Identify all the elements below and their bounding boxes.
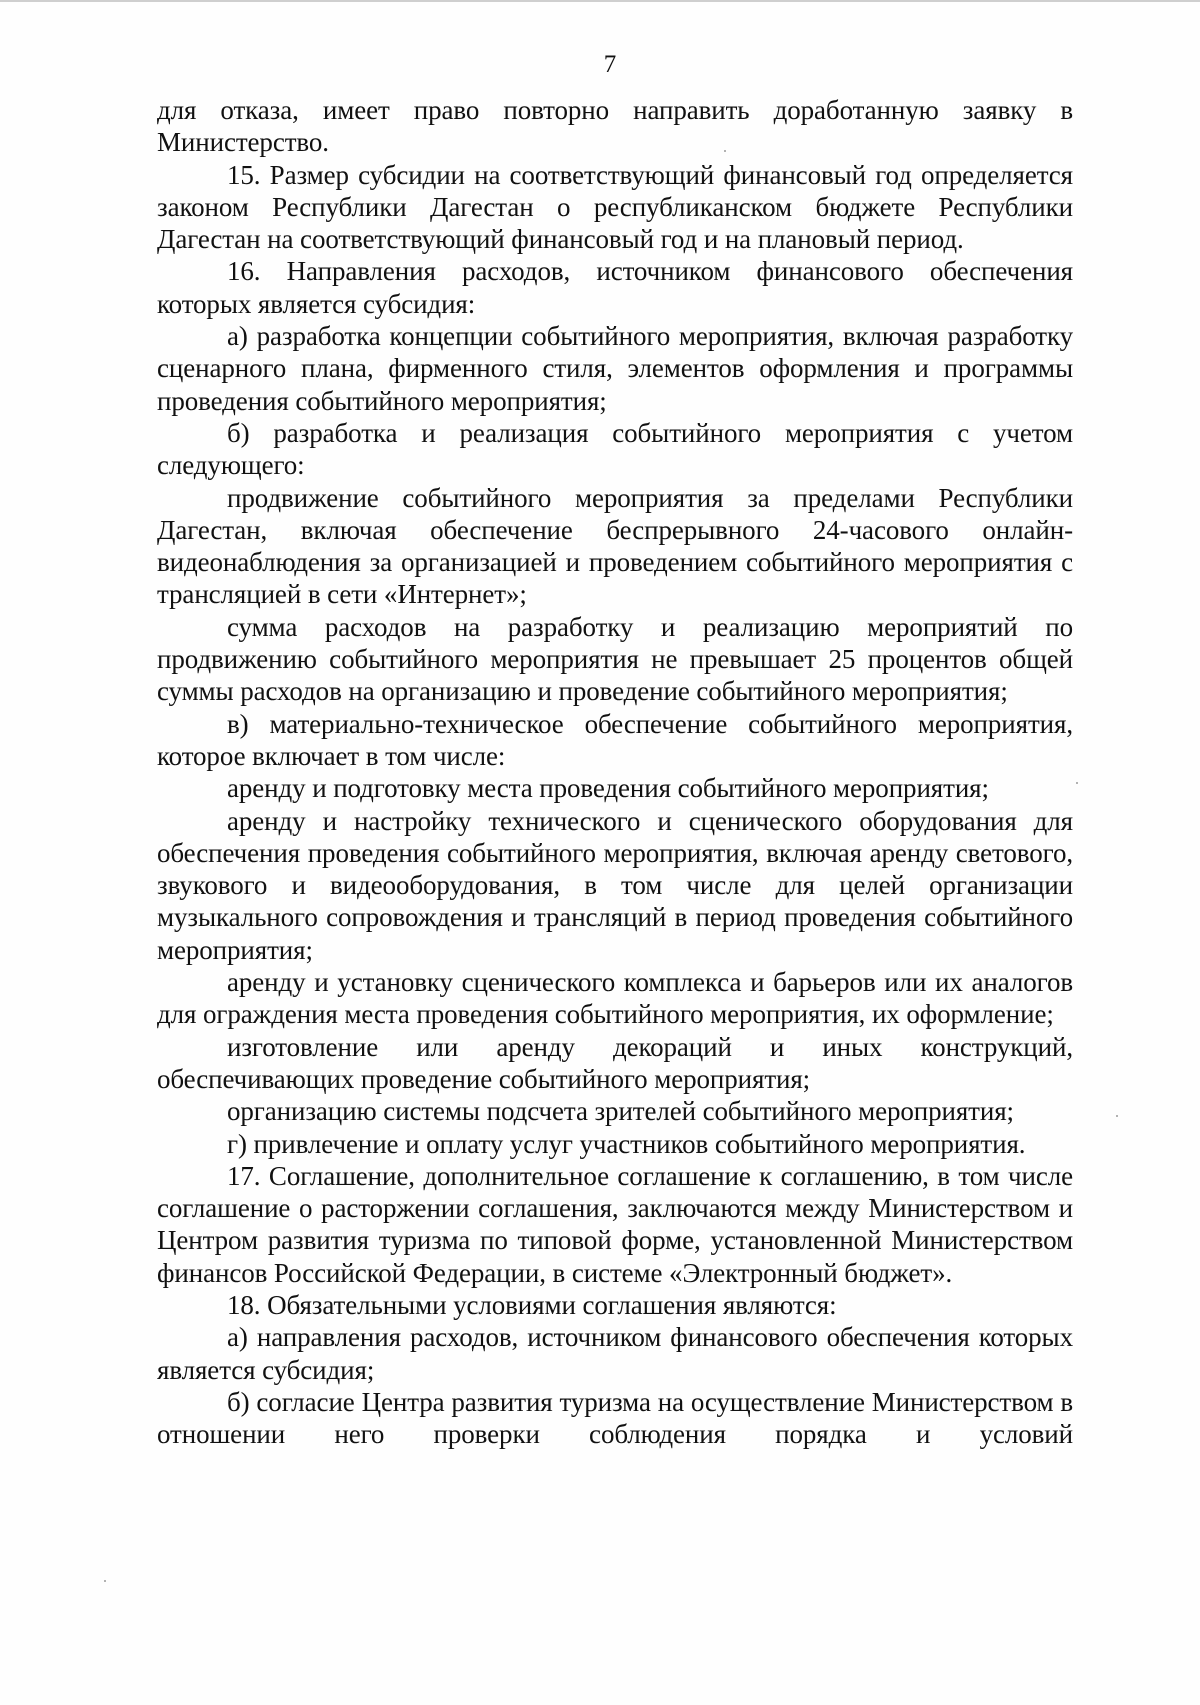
- paragraph: 17. Соглашение, дополнительное соглашение к соглашению, в том числе соглашение о расторжении соглашения, заключаются между Министерством и Центром развития туризма по типовой форме, установленной Министерством финансов Российской Федерации, в системе «Электронный бюджет».: [157, 1160, 1073, 1288]
- paragraph: 16. Направления расходов, источником финансового обеспечения которых является субсидия:: [157, 256, 1073, 319]
- paragraph: в) материально-техническое обеспечение событийного мероприятия, которое включает в том числе:: [157, 708, 1073, 771]
- paragraph: б) согласие Центра развития туризма на осуществление Министерством в отношении него проверки соблюдения порядка и условий: [157, 1386, 1073, 1450]
- scan-speck: [724, 150, 726, 152]
- paragraph: г) привлечение и оплату услуг участников событийного мероприятия.: [227, 1128, 1026, 1159]
- paragraph: для отказа, имеет право повторно направить доработанную заявку в Министерство.: [157, 95, 1073, 158]
- paragraph: а) направления расходов, источником финансового обеспечения которых является субсидия;: [157, 1322, 1073, 1385]
- scan-speck: [104, 1580, 106, 1582]
- paragraph: аренду и установку сценического комплекса и барьеров или их аналогов для ограждения места проведения событийного мероприятия, их оформление;: [157, 967, 1073, 1030]
- document-body: [157, 94, 1073, 1450]
- paragraph: 18. Обязательными условиями соглашения являются:: [227, 1289, 837, 1320]
- paragraph: организацию системы подсчета зрителей событийного мероприятия;: [227, 1096, 1014, 1127]
- paragraph: изготовление или аренду декораций и иных конструкций, обеспечивающих проведение событийного мероприятия;: [157, 1031, 1073, 1094]
- scan-speck: [1116, 1115, 1118, 1117]
- paragraph: продвижение событийного мероприятия за пределами Республики Дагестан, включая обеспечение беспрерывного 24-часового онлайн-видеонаблюдения за организацией и проведением событийного мероприятия с трансляцией в сети «Интернет»;: [157, 482, 1073, 610]
- scan-top-edge: [0, 0, 1200, 2]
- paragraph: сумма расходов на разработку и реализацию мероприятий по продвижению событийного мероприятия не превышает 25 процентов общей суммы расходов на организацию и проведение событийного мероприятия;: [157, 611, 1073, 707]
- paragraph: аренду и настройку технического и сценического оборудования для обеспечения проведения событийного мероприятия, включая аренду светового, звукового и видеооборудования, в том числе для целей организации музыкального сопровождения и трансляций в период проведения событийного мероприятия;: [157, 805, 1073, 965]
- paragraph: а) разработка концепции событийного мероприятия, включая разработку сценарного плана, фирменного стиля, элементов оформления и программы проведения событийного мероприятия;: [157, 321, 1073, 416]
- paragraph: 15. Размер субсидии на соответствующий финансовый год определяется законом Республики Дагестан о республиканском бюджете Республики Дагестан на соответствующий финансовый год и на плановый период.: [157, 159, 1073, 255]
- scan-speck: [1076, 782, 1078, 784]
- paragraph: аренду и подготовку места проведения событийного мероприятия;: [227, 773, 989, 804]
- paragraph: б) разработка и реализация событийного мероприятия с учетом следующего:: [157, 417, 1073, 481]
- page-number: 7: [603, 51, 617, 78]
